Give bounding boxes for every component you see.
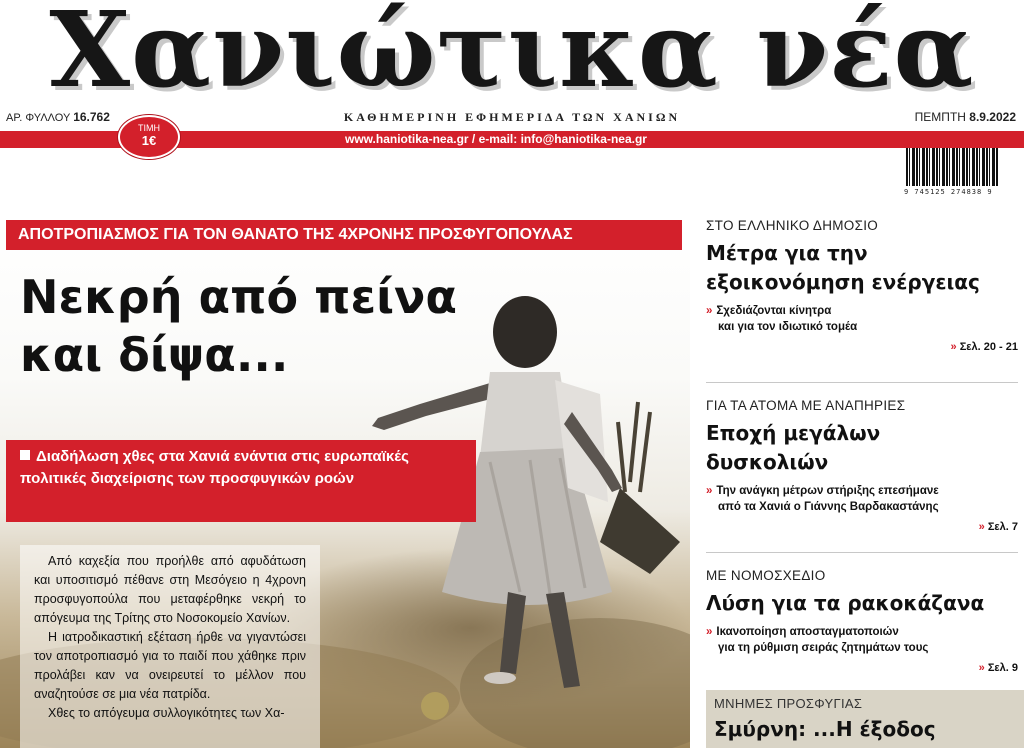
issue-number: ΑΡ. ΦΥΛΛΟΥ 16.762 <box>6 110 110 124</box>
main-subhead: Διαδήλωση χθες στα Χανιά ενάντια στις ευρωπαϊκές πολιτικές διαχείρισης των προσφυγικών ροών <box>6 440 476 522</box>
memories-title: Σμύρνη: ...Η έξοδος <box>714 717 936 741</box>
refugee-memories-box[interactable] <box>706 690 1024 748</box>
body-paragraph-2: Η ιατροδικαστική εξέταση ήρθε να γιγαντώσει τον αποτροπιασμό για το παιδί που χάθηκε πριν προλάβει καν να ονειρευτεί το μέλλον που αναζητούσε σε μια νέα πατρίδα. <box>34 630 306 701</box>
page-reference[interactable]: » Σελ. 20 - 21 <box>950 341 1018 353</box>
sidebar-story-kicker: ΣΤΟ ΕΛΛΗΝΙΚΟ ΔΗΜΟΣΙΟ <box>706 218 879 233</box>
sidebar-story-summary: » Ικανοποίηση αποσταγματοποιών για τη ρύθμιση σειράς ζητημάτων τους <box>706 626 929 654</box>
headline-line-1: Νεκρή από πείνα <box>20 270 457 324</box>
price-label: ΤΙΜΗ <box>138 123 160 133</box>
page-reference[interactable]: » Σελ. 9 <box>978 662 1018 674</box>
divider <box>706 382 1018 383</box>
sidebar-story-rakokazana[interactable] <box>706 568 1018 674</box>
arrow-icon: » <box>978 521 985 533</box>
sidebar-story-title: Μέτρα για την εξοικονόμηση ενέργειας <box>706 241 980 294</box>
sidebar-story-energy[interactable] <box>706 218 1018 353</box>
sidebar-story-kicker: ΓΙΑ ΤΑ ΑΤΟΜΑ ΜΕ ΑΝΑΠΗΡΙΕΣ <box>706 398 906 413</box>
publication-date: ΠΕΜΠΤΗ 8.9.2022 <box>914 110 1016 124</box>
contact-bar[interactable]: www.haniotika-nea.gr / e-mail: info@haniotika-nea.gr <box>0 131 1024 148</box>
sidebar-story-summary: » Την ανάγκη μέτρων στήριξης επεσήμανε από τα Χανιά ο Γιάννης Βαρδακαστάνης <box>706 485 939 513</box>
sidebar-story-title: Λύση για τα ρακοκάζανα <box>706 591 985 615</box>
arrow-icon: » <box>706 626 713 638</box>
bullet-square-icon <box>20 450 30 460</box>
newspaper-title: Χανιώτικα νέα <box>49 0 975 111</box>
sidebar-story-kicker: ΜΕ ΝΟΜΟΣΧΕΔΙΟ <box>706 568 826 583</box>
memories-kicker: ΜΝΗΜΕΣ ΠΡΟΣΦΥΓΙΑΣ <box>714 696 863 711</box>
body-paragraph-1: Από καχεξία που προήλθε από αφυδάτωση και υποσιτισμό πέθανε στη Μεσόγειο η 4χρονη προσφυγοπούλα που μεταφέρθηκε νεκρή το απόγευμα της Τρίτης στο Νοσοκομείο Χανίων. <box>34 554 306 625</box>
arrow-icon: » <box>706 305 713 317</box>
arrow-icon: » <box>978 662 985 674</box>
divider <box>706 552 1018 553</box>
main-story-body <box>34 552 306 723</box>
sidebar-story-title: Εποχή μεγάλων δυσκολιών <box>706 421 881 474</box>
page-reference[interactable]: » Σελ. 7 <box>978 521 1018 533</box>
arrow-icon: » <box>950 341 957 353</box>
barcode-image <box>906 148 998 186</box>
sidebar-story-disabilities[interactable] <box>706 398 1018 533</box>
price-badge <box>118 115 180 159</box>
barcode-digits: 9 745125 274838 9 <box>904 188 993 196</box>
main-story-kicker: ΑΠΟΤΡΟΠΙΑΣΜΟΣ ΓΙΑ ΤΟΝ ΘΑΝΑΤΟ ΤΗΣ 4ΧΡΟΝΗΣ ΠΡΟΣΦΥΓΟΠΟΥΛΑΣ <box>6 220 682 250</box>
headline-line-2: και δίψα... <box>20 328 289 382</box>
newspaper-tagline: ΚΑΘΗΜΕΡΙΝΗ ΕΦΗΜΕΡΙΔΑ ΤΩΝ ΧΑΝΙΩΝ <box>343 110 681 124</box>
price-value: 1€ <box>141 133 157 148</box>
body-paragraph-3: Χθες το απόγευμα συλλογικότητες των Χα- <box>48 706 285 720</box>
arrow-icon: » <box>706 485 713 497</box>
sidebar-story-summary: » Σχεδιάζονται κίνητρα και για τον ιδιωτικό τομέα <box>706 305 858 333</box>
